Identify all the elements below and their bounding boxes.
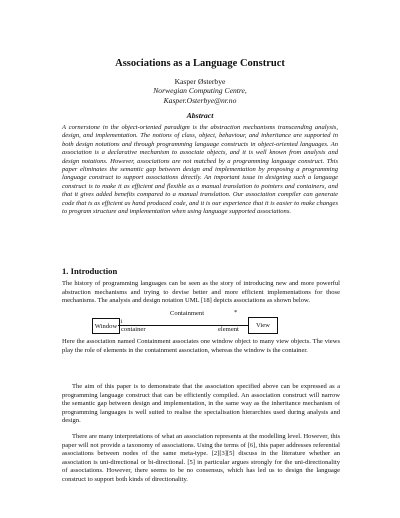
intro-paragraph-1: The history of programming languages can be seen as the story of introducing new and more powerful abstraction mechanisms and trying to devise better and more efficient implementations for those mechanisms. The analysis and design notation UML [18] depicts associations as shown below. <box>62 280 340 304</box>
uml-class-view-label: View <box>256 322 270 329</box>
uml-association-diagram <box>92 309 282 335</box>
paper-title: Associations as a Language Construct <box>115 58 285 69</box>
author-affiliation: Norwegian Computing Centre, <box>153 86 247 96</box>
uml-class-window-label: Window <box>94 322 118 330</box>
abstract-heading: Abstract <box>186 111 214 120</box>
author-block <box>0 77 400 105</box>
intro-paragraph-2: Here the association named Containment associates one window object to many view objects. The views play the role of elements in the containment association, whereas the window is the container. <box>62 338 340 354</box>
uml-left-multiplicity: 1 <box>120 319 123 325</box>
uml-association-name: Containment <box>170 310 205 317</box>
uml-left-role: container <box>121 326 146 333</box>
uml-right-multiplicity: * <box>234 309 238 316</box>
uml-class-view <box>248 317 278 334</box>
intro-paragraph-3: The aim of this paper is to demonstrate that the association specified above can be expressed as a programming language construct that can be efficiently compiled. An association construct will narrow the semantic gap between design and implementation, in the same way as the inheritance mechanism of programming languages is well suited to realise the specialisation hierarchies used during analysis and design. <box>62 383 340 424</box>
intro-paragraph-4: There are many interpretations of what an association represents at the modelling level. However, this paper will not provide a taxonomy of associations. Using the terms of [6], this paper addresses referential associations between nodes of the same meta-type. [2][3][5] discuss in the literature whether an association is uni-directional or bi-directional. [5] in particular argues strongly for the uni-directionality of associations. However, there seems to be no consensus, which has led us to design the language construct to support both kinds of directionality. <box>62 433 340 483</box>
abstract-text: A cornerstone in the object-oriented paradigm is the abstraction mechanisms transcending analysis, design, and implementation. The notions of class, object, behaviour, and inheritance are supported in both design notations and through programming language constructs in object-oriented languages. An association is a declarative mechanism to associate objects, and it is well known from analysis and design notations. However, associations are not matched by a programming language construct. This paper eliminates the semantic gap between design and implementation by proposing a programming language construct to support associations directly. An important issue in designing such a language construct is to make it as efficient and flexible as a manual translation to pointers and containers, and that it gives added benefits compared to a manual translation. Our association compiler can generate code that is as efficient as hand produced code, and it is our experience that it is easier to make changes to program structure and implementation when using language supported associations. <box>62 124 338 216</box>
section-heading-introduction: 1. Introduction <box>62 266 118 276</box>
uml-right-role: element <box>218 326 239 333</box>
uml-class-window <box>92 318 120 334</box>
author-email: Kasper.Osterbye@nr.no <box>163 95 237 105</box>
author-name: Kasper Østerbye <box>174 77 226 86</box>
